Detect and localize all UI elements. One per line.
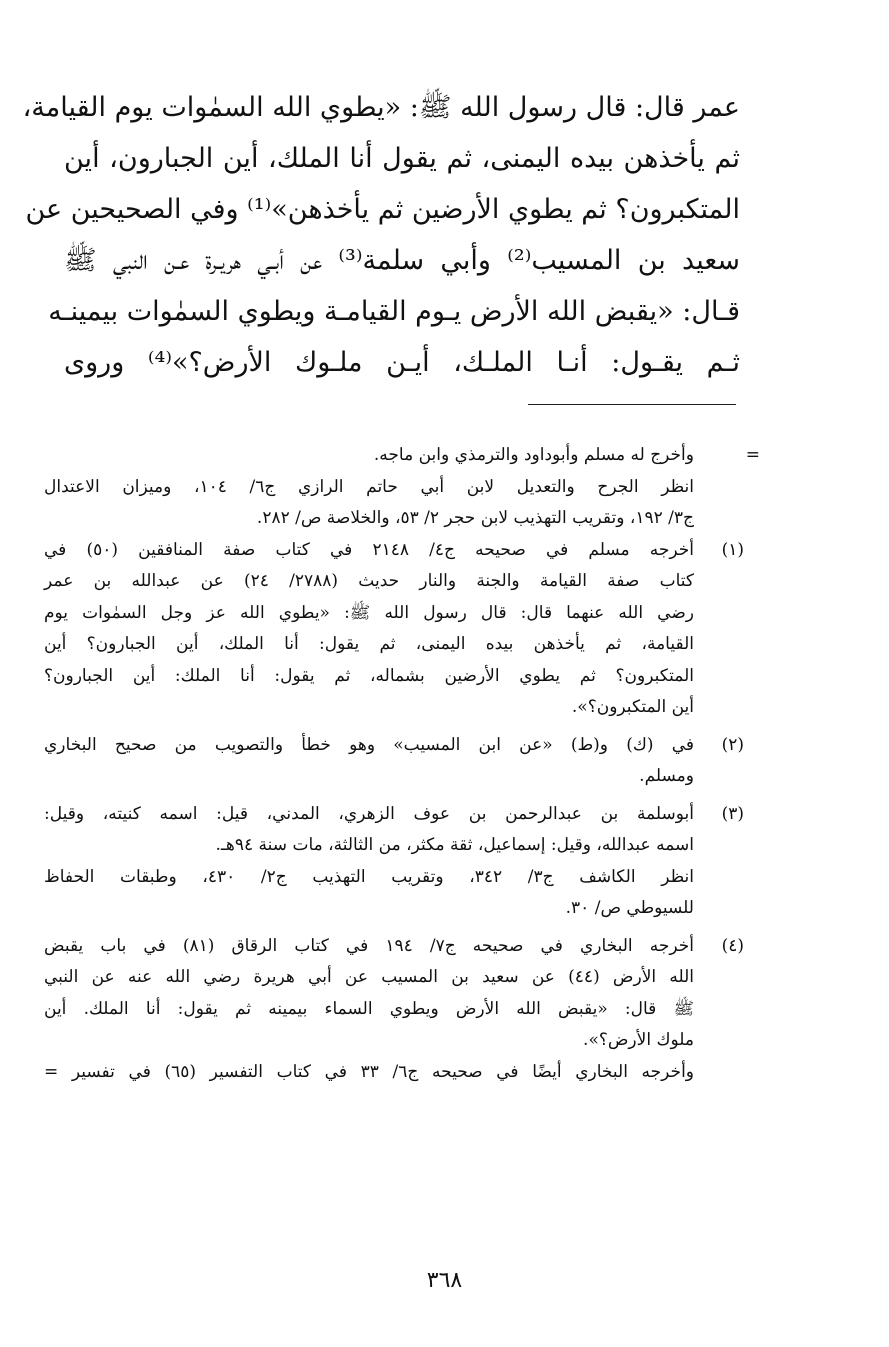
footnote-1-line: القيامة، ثم يأخذهن بيده اليمنى، ثم يقول: أنا الملك، أين الجبارون؟ أين [44, 634, 694, 654]
continuation-marker: = [745, 445, 760, 465]
footnote-continued-line: انظر الجرح والتعديل لابن أبي حاتم الرازي ج٦/ ١٠٤، وميزان الاعتدال [44, 476, 694, 497]
footnote-separator [528, 404, 736, 405]
footnote-3-line: للسيوطي ص/ ٣٠. [565, 898, 694, 918]
footnote-3-line: اسمه عبدالله، وقيل: إسماعيل، ثقة مكثر، من الثالثة، مات سنة ٩٤هـ. [215, 835, 694, 855]
footnote-number: (١) [721, 539, 744, 560]
main-text-line: سعيد بن المسيب⁽²⁾ وأبي سلمة⁽³⁾ عن أبـي هريـرة عـن النبي ﷺ [64, 245, 740, 276]
main-text-line: قـال: «يقبض الله الأرض يـوم القيامـة ويطوي السمٰوات بيمينـه [48, 296, 740, 327]
footnote-number: (٢) [721, 734, 744, 755]
footnote-1-line: كتاب صفة القيامة والجنة والنار حديث (٢٧٨٨/ ٢٤) عن عبدالله بن عمر [44, 571, 695, 591]
page-number: ٣٦٨ [426, 1268, 463, 1293]
footnote-number: (٤) [721, 935, 744, 956]
footnote-continued-line: ج٣/ ١٩٢، وتقريب التهذيب لابن حجر ٢/ ٥٣، والخلاصة ص/ ٢٨٢. [256, 508, 694, 528]
footnote-2-line: (٢) في (ك) و(ط) «عن ابن المسيب» وهو خطأ والتصويب من صحيح البخاري [44, 730, 744, 762]
footnote-trailing-line: وأخرجه البخاري أيضًا في صحيحه ج٦/ ٣٣ في كتاب التفسير (٦٥) في تفسير = [44, 1061, 695, 1082]
footnote-1-line: (١) أخرجه مسلم في صحيحه ج٤/ ٢١٤٨ في كتاب صفة المنافقين (٥٠) في [44, 535, 744, 567]
main-text-line: ثم يأخذهن بيده اليمنى، ثم يقول أنا الملك، أين الجبارون، أين [64, 143, 740, 174]
main-text-block [22, 82, 740, 388]
footnote-4-line: الله الأرض (٤٤) عن سعيد بن المسيب عن أبي هريرة رضي الله عنه عن النبي [44, 967, 694, 987]
footnote-continued-line: = وأخرج له مسلم وأبوداود والترمذي وابن ماجه. [44, 440, 744, 472]
footnote-3-line: انظر الكاشف ج٣/ ٣٤٢، وتقريب التهذيب ج٢/ ٤٣٠، وطبقات الحفاظ [44, 866, 694, 887]
footnote-4-line: ﷺ قال: «يقبض الله الأرض ويطوي السماء بيمينه ثم يقول: أنا الملك. أين [44, 998, 694, 1019]
main-text-line: عمر قال: قال رسول الله ﷺ: «يطوي الله السمٰوات يوم القيامة، [22, 92, 740, 123]
footnote-2-line: ومسلم. [639, 766, 694, 786]
footnote-3-line: (٣) أبوسلمة بن عبدالرحمن بن عوف الزهري، المدني، قيل: اسمه كنيته، وقيل: [44, 799, 744, 831]
footnotes-block [44, 440, 760, 1088]
footnote-1-line: رضي الله عنهما قال: قال رسول الله ﷺ: «يطوي الله عز وجل السمٰوات يوم [44, 602, 694, 623]
main-text-line: ثـم يقـول: أنـا الملـك، أيـن ملـوك الأرض؟»⁽⁴⁾ وروى [64, 347, 740, 378]
footnote-number: (٣) [721, 803, 744, 824]
main-text-line: المتكبرون؟ ثم يطوي الأرضين ثم يأخذهن»⁽¹⁾ وفي الصحيحين عن [25, 194, 740, 225]
footnote-4-line: (٤) أخرجه البخاري في صحيحه ج٧/ ١٩٤ في كتاب الرقاق (٨١) في باب يقبض [44, 931, 744, 963]
footnote-4-line: ملوك الأرض؟». [583, 1030, 694, 1050]
footnote-1-line: المتكبرون؟ ثم يطوي الأرضين بشماله، ثم يقول: أنا الملك: أين الجبارون؟ [44, 665, 694, 686]
footnote-1-line: أين المتكبرون؟». [571, 697, 694, 717]
